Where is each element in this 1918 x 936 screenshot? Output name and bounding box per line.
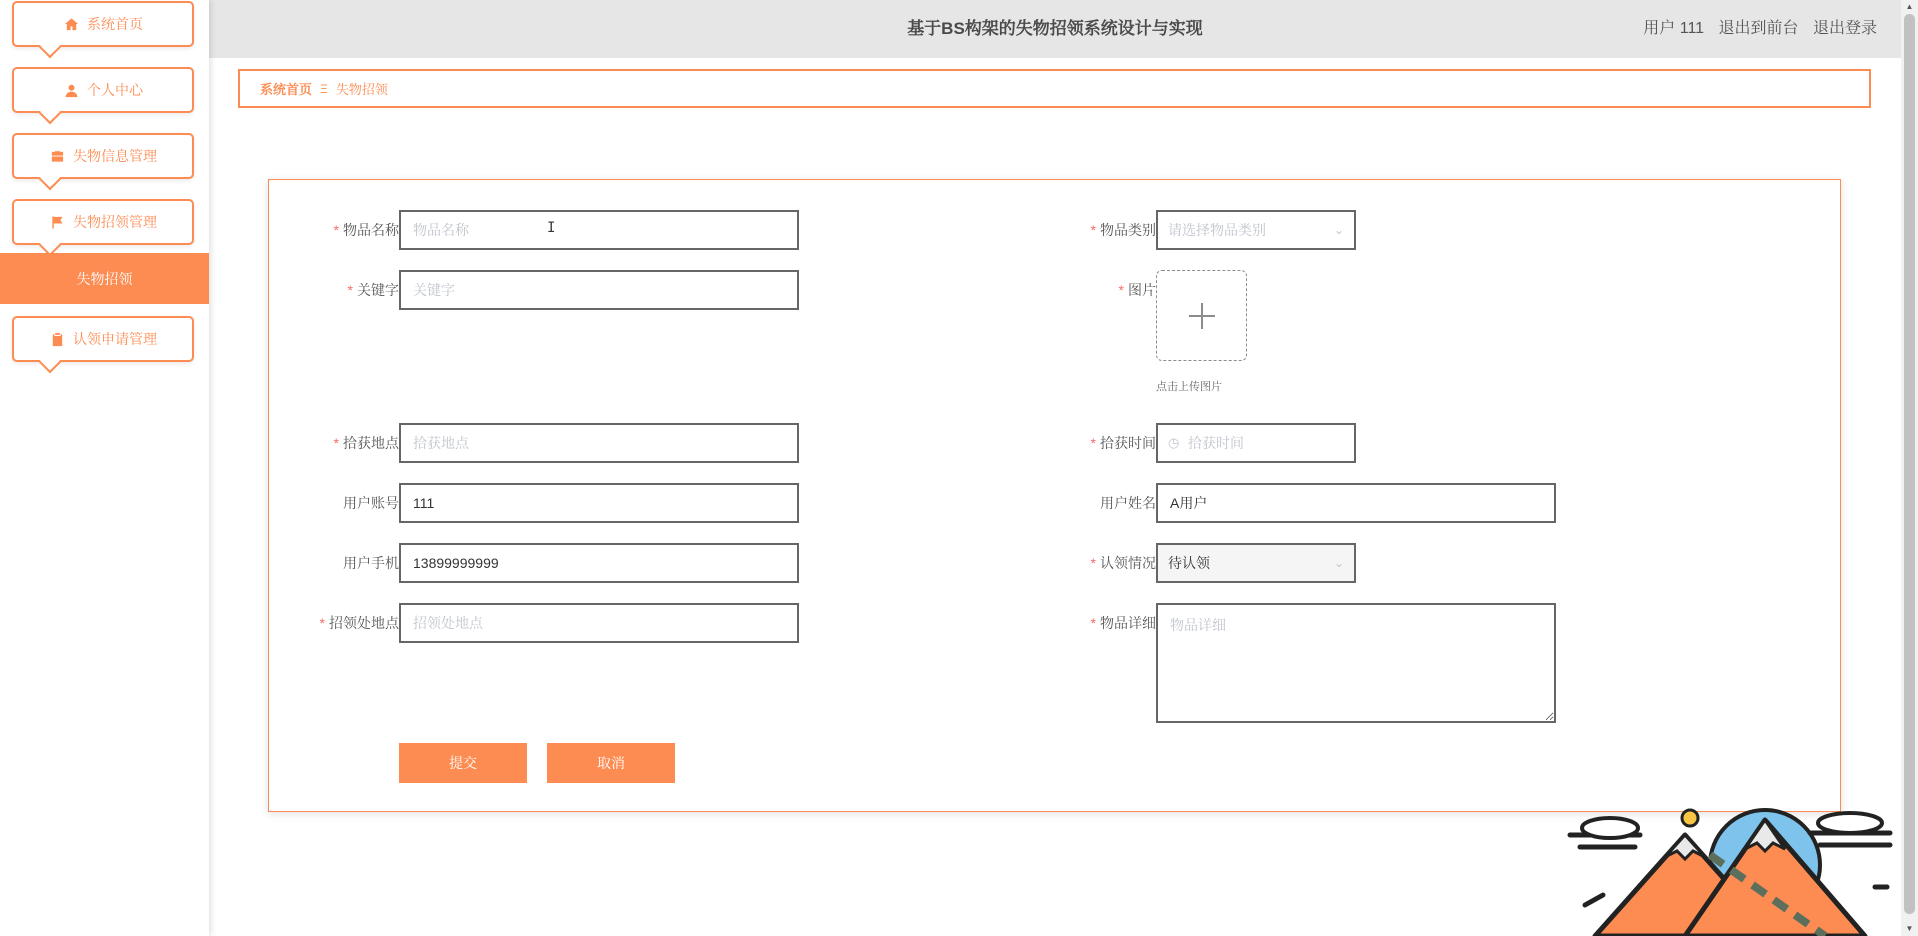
image-upload-button[interactable]: [1156, 270, 1247, 361]
claim-place-label: * 招领处地点: [319, 615, 399, 631]
detail-label: * 物品详细: [1090, 615, 1156, 631]
category-select-placeholder: 请选择物品类别: [1168, 222, 1266, 238]
category-select[interactable]: [1156, 210, 1356, 250]
sidebar-subitem-label: 失物招领: [76, 270, 133, 287]
scroll-down-arrow-icon[interactable]: ▼: [1905, 924, 1914, 933]
item-name-input[interactable]: [399, 210, 799, 250]
user-phone-input[interactable]: [399, 543, 799, 583]
logout-link[interactable]: 退出登录: [1812, 20, 1877, 37]
chevron-down-icon: ⌄: [1333, 556, 1344, 570]
current-user-label: 用户 111: [1643, 20, 1705, 37]
top-header: [209, 0, 1901, 58]
sidebar-item-lost-found[interactable]: [12, 199, 194, 245]
category-label: * 物品类别: [1090, 222, 1156, 238]
text-cursor-icon: I: [547, 220, 556, 236]
breadcrumb: [238, 69, 1871, 108]
user-phone-label: 用户手机: [343, 555, 399, 571]
sidebar-item-personal-center[interactable]: [12, 67, 194, 113]
keyword-input[interactable]: [399, 270, 799, 310]
page-title: 基于BS构架的失物招领系统设计与实现: [907, 19, 1203, 38]
clipboard-icon: [49, 331, 65, 347]
user-name-input[interactable]: [1156, 483, 1556, 523]
mountain-decoration-illustration: [1565, 795, 1901, 936]
exit-to-front-link[interactable]: 退出到前台: [1718, 20, 1799, 37]
upload-tip: 点击上传图片: [1156, 381, 1222, 393]
claim-place-input[interactable]: [399, 603, 799, 643]
submit-button[interactable]: 提交: [399, 743, 527, 783]
home-icon: [63, 16, 79, 32]
user-icon: [63, 82, 79, 98]
briefcase-icon: [49, 148, 65, 164]
claim-status-value: 待认领: [1168, 555, 1210, 571]
user-account-input[interactable]: [399, 483, 799, 523]
found-time-picker[interactable]: [1156, 423, 1356, 463]
found-time-placeholder: 拾获时间: [1188, 435, 1244, 451]
plus-icon: [1186, 300, 1218, 332]
keyword-label: * 关键字: [347, 282, 399, 298]
lost-found-form: [268, 179, 1841, 812]
header-user-actions: [1633, 0, 1877, 58]
found-place-label: * 拾获地点: [333, 435, 399, 451]
chevron-down-icon: ⌄: [1333, 223, 1344, 237]
sidebar: [0, 0, 209, 936]
scroll-up-arrow-icon[interactable]: ▲: [1905, 2, 1914, 11]
claim-status-label: * 认领情况: [1090, 555, 1156, 571]
sidebar-item-claim-applications[interactable]: [12, 316, 194, 362]
clock-icon: ◷: [1168, 435, 1180, 450]
vertical-scrollbar[interactable]: [1901, 0, 1918, 936]
sidebar-item-lost-info[interactable]: [12, 133, 194, 179]
breadcrumb-current[interactable]: 失物招领: [335, 82, 388, 97]
sidebar-item-label: 个人中心: [87, 82, 143, 98]
item-name-label: * 物品名称: [333, 222, 399, 238]
scrollbar-thumb[interactable]: [1904, 14, 1915, 914]
flag-icon: [49, 214, 65, 230]
breadcrumb-separator-icon: Ξ: [320, 81, 328, 96]
sidebar-item-label: 系统首页: [87, 16, 143, 32]
claim-status-select[interactable]: [1156, 543, 1356, 583]
sidebar-item-home[interactable]: [12, 1, 194, 47]
sidebar-item-label: 认领申请管理: [73, 331, 157, 347]
breadcrumb-home[interactable]: 系统首页: [260, 82, 313, 97]
user-name-label: 用户姓名: [1100, 495, 1156, 511]
found-place-input[interactable]: [399, 423, 799, 463]
sidebar-item-label: 失物招领管理: [73, 214, 157, 230]
cancel-button[interactable]: 取消: [547, 743, 675, 783]
user-account-label: 用户账号: [343, 495, 399, 511]
sidebar-item-label: 失物信息管理: [73, 148, 157, 164]
picture-label: * 图片: [1118, 282, 1156, 298]
detail-textarea[interactable]: [1156, 603, 1556, 723]
sidebar-subitem-lost-found[interactable]: [0, 253, 209, 304]
found-time-label: * 拾获时间: [1090, 435, 1156, 451]
